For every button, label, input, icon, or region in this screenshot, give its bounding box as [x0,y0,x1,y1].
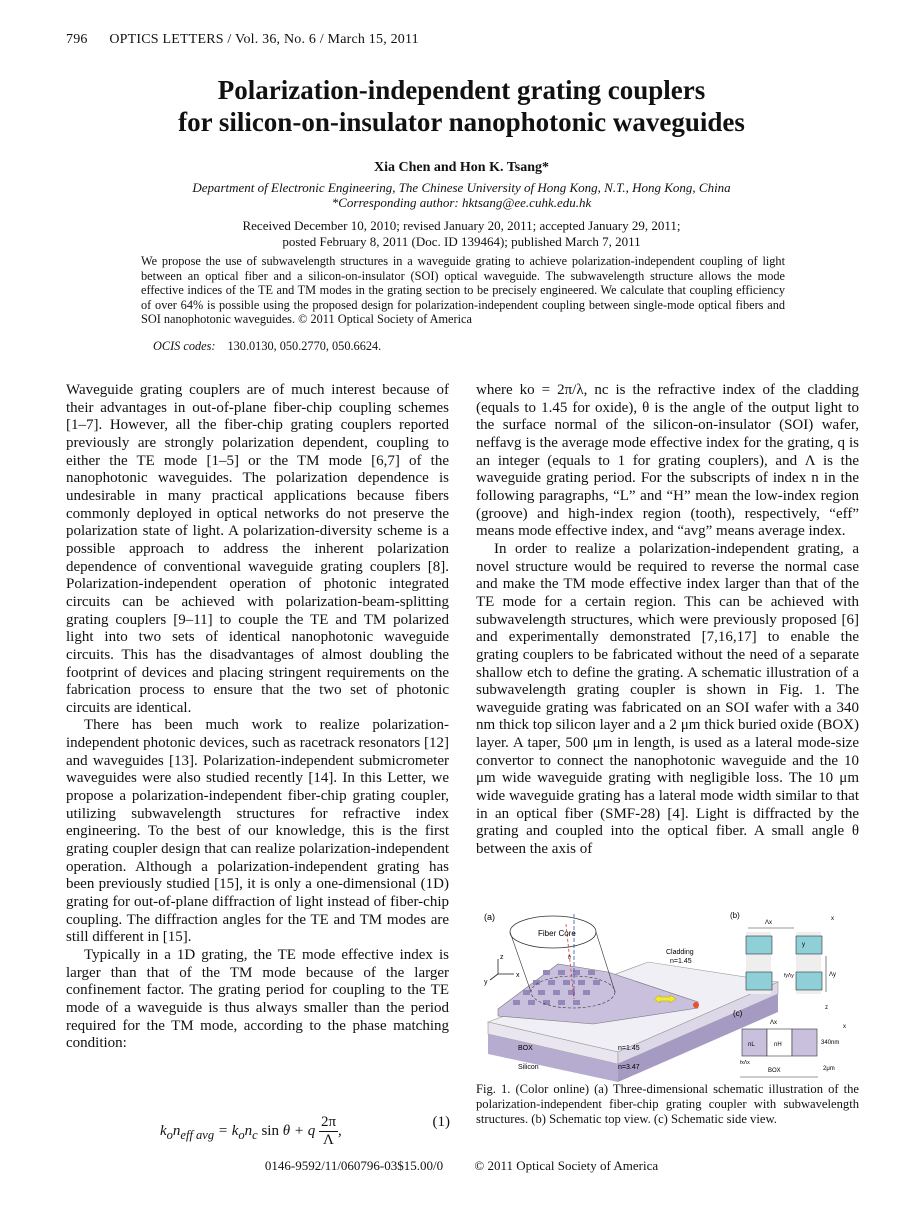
figure-1 [478,904,868,1082]
svg-text:fyΛy: fyΛy [784,973,794,979]
paragraph: There has been much work to realize polarization-independent photonic devices, such as racetrack resonators [12] and waveguides [13]. Polarization-independent submicrometer waveguides were also studied recently [14]. In this Letter, we propose a polarization-independent fiber-chip grating coupler, utilizing subwavelength structures for refractive index engineering. To the best of our knowledge, this is the first grating coupler design that can realize polarization-independent operation. Although a polarization-independent grating has been previously studied [15], it is only a one-dimensional (1D) grating for out-of-plane diffraction of light instead of fiber-chip coupling. The diffraction angles for the TE and TM modes are still different in [15]. [66,717,449,946]
svg-text:y: y [802,942,805,948]
svg-text:Cladding: Cladding [666,949,694,956]
figure-caption: Fig. 1. (Color online) (a) Three-dimensional schematic illustration of the polarization-independent fiber-chip grating coupler with subwavelength structures. (b) Schematic top view. (c) Schematic side view. [476,1082,859,1126]
svg-text:Λx: Λx [770,1020,778,1026]
affiliation-block [0,180,923,210]
paragraph: Waveguide grating couplers are of much interest because of their advantages in out-of-plane fiber-chip coupling schemes [1–7]. However, all the fiber-chip grating couplers reported previously are strongly polarization dependent, coupling to either the TE mode [1–5] or the TM mode [6,7] of the nanophotonic waveguides. The polarization dependence is undesirable in many practical applications because fibers commonly deployed in optical networks do not preserve the polarization state of light. A polarization-diversity scheme is a possible approach to address the inherent polarization dependence of conventional waveguide grating couplers [8]. Polarization-independent operation of photonic integrated circuits can be achieved with polarization-beam-splitting grating couplers [9–11] to couple the TE and TM polarized light into two sets of identical nanophotonic waveguide circuits. This has the disadvantages of almost doubling the footprint of devices and placing stringent requirements on the fabrication process to ensure that the two set of photonic circuits are identical. [66,382,449,716]
paragraph: Typically in a 1D grating, the TE mode effective index is larger than that of the TM mode because of the larger confinement factor. The grating period for coupling to the TE mode of a waveguide is thus always smaller than the period required for the TM mode, according to the phase matching condition: [66,947,449,1052]
svg-text:nL: nL [748,1042,755,1048]
svg-text:n=1.45: n=1.45 [618,1045,640,1052]
svg-text:z: z [825,1005,828,1011]
paragraph: In order to realize a polarization-independent grating, a novel structure would be required to reverse the normal case and make the TM mode effective index larger than that of the TE mode for a certain region. This can be achieved with subwavelength structures, which were previously proposed [6] and experimentally demonstrated [7,16,17] to enable the grating couplers to be fabricated without the need of a separate shallow etch to define the grating. A schematic illustration of a subwavelength grating coupler is shown in Fig. 1. The waveguide grating was fabricated on an SOI wafer with a 340 nm thick top silicon layer and a 2 μm thick buried oxide (BOX) layer. A taper, 500 μm in length, is used as a lateral mode-size convertor to connect the nanophotonic waveguide and the 10 μm wide waveguide grating with negligible loss. The 10 μm wide waveguide grating has a lateral mode width similar to that in an optical fiber (SMF-28) [4]. Light is diffracted by the grating and coupled into the optical fiber. A small angle θ between the axis of [476,540,859,858]
authors: Xia Chen and Hon K. Tsang* [373,160,550,175]
dates-line-1: Received December 10, 2010; revised January 20, 2011; accepted January 29, 2011; [242,218,681,233]
journal-info: OPTICS LETTERS / Vol. 36, No. 6 / March 15, 2011 [109,32,419,47]
title-line-1: Polarization-independent grating couplers [217,75,706,105]
svg-text:(c): (c) [733,1009,743,1018]
svg-text:θ: θ [568,955,571,961]
equation-number: (1) [432,1114,450,1130]
dates-line-2: posted February 8, 2011 (Doc. ID 139464); published March 7, 2011 [282,234,641,249]
panel-a [484,912,778,1082]
svg-text:Λx: Λx [765,920,773,926]
svg-text:Fiber Core: Fiber Core [538,929,576,938]
svg-text:BOX: BOX [518,1045,533,1052]
left-column [66,382,449,1053]
panel-b [730,911,836,994]
paragraph: where ko = 2π/λ, nc is the refractive index of the cladding (equals to 1.45 for oxide), θ is the angle of the output light to the surface normal of the silicon-on-insulator (SOI) wafer, neffavg is the average mode effective index for the grating, q is an integer (equals to 1 for grating couplers), and Λ is the waveguide grating period. For the subscripts of index n in the following paragraphs, “L” and “H” mean the low-index region (groove) and high-index region (tooth), respectively, “eff” means mode effective index, and “avg” means average index. [476,382,859,540]
svg-text:Silicon: Silicon [518,1064,539,1071]
svg-text:z: z [500,954,504,961]
ocis-label: OCIS codes: [153,339,216,353]
svg-text:(a): (a) [484,912,495,922]
affiliation: Department of Electronic Engineering, The Chinese University of Hong Kong, N.T., Hong Kong, China [192,180,731,195]
corresponding-author: *Corresponding author: hktsang@ee.cuhk.edu.hk [331,195,592,210]
svg-text:y: y [484,979,488,986]
dates-block [0,218,923,250]
svg-text:x: x [831,916,834,922]
article-code: 0146-9592/11/060796-03$15.00/0 [264,1158,444,1173]
svg-text:(b): (b) [730,911,740,920]
svg-text:x: x [843,1024,846,1030]
ocis-codes [153,339,381,354]
svg-text:2μm: 2μm [823,1066,835,1072]
equation-1: $k_on_{eff avg} = k_on_c$ sin θ + q $\frac{2\pi}{\Lambda}$ , (1) [160,1114,450,1148]
svg-text:340nm: 340nm [821,1040,840,1046]
right-column [476,382,859,859]
svg-text:n=1.45: n=1.45 [670,958,692,965]
title-line-2: for silicon-on-insulator nanophotonic waveguides [178,107,745,137]
svg-text:BOX: BOX [768,1068,781,1074]
svg-text:x: x [516,972,520,979]
running-header [66,32,437,48]
svg-text:Λy: Λy [829,972,837,978]
svg-text:nH: nH [774,1042,782,1048]
page-number: 796 [66,32,88,47]
paper-title [0,74,923,138]
svg-text:n=3.47: n=3.47 [618,1064,640,1071]
page-footer [0,1158,923,1174]
copyright: © 2011 Optical Society of America [474,1158,659,1173]
abstract: We propose the use of subwavelength structures in a waveguide grating to achieve polarization-independent coupling of light between an optical fiber and a silicon-on-insulator (SOI) optical waveguide. The subwavelength structure allows the mode effective indices of the TE and TM modes in the grating section to be precisely engineered. We calculate that coupling efficiency of over 64% is possible using the proposed design for polarization-independent coupling between single-mode optical fibers and SOI nanophotonic waveguides. © 2011 Optical Society of America [141,254,785,327]
svg-text:fxΛx: fxΛx [740,1060,750,1066]
ocis-values: 130.0130, 050.2770, 050.6624. [227,339,382,353]
